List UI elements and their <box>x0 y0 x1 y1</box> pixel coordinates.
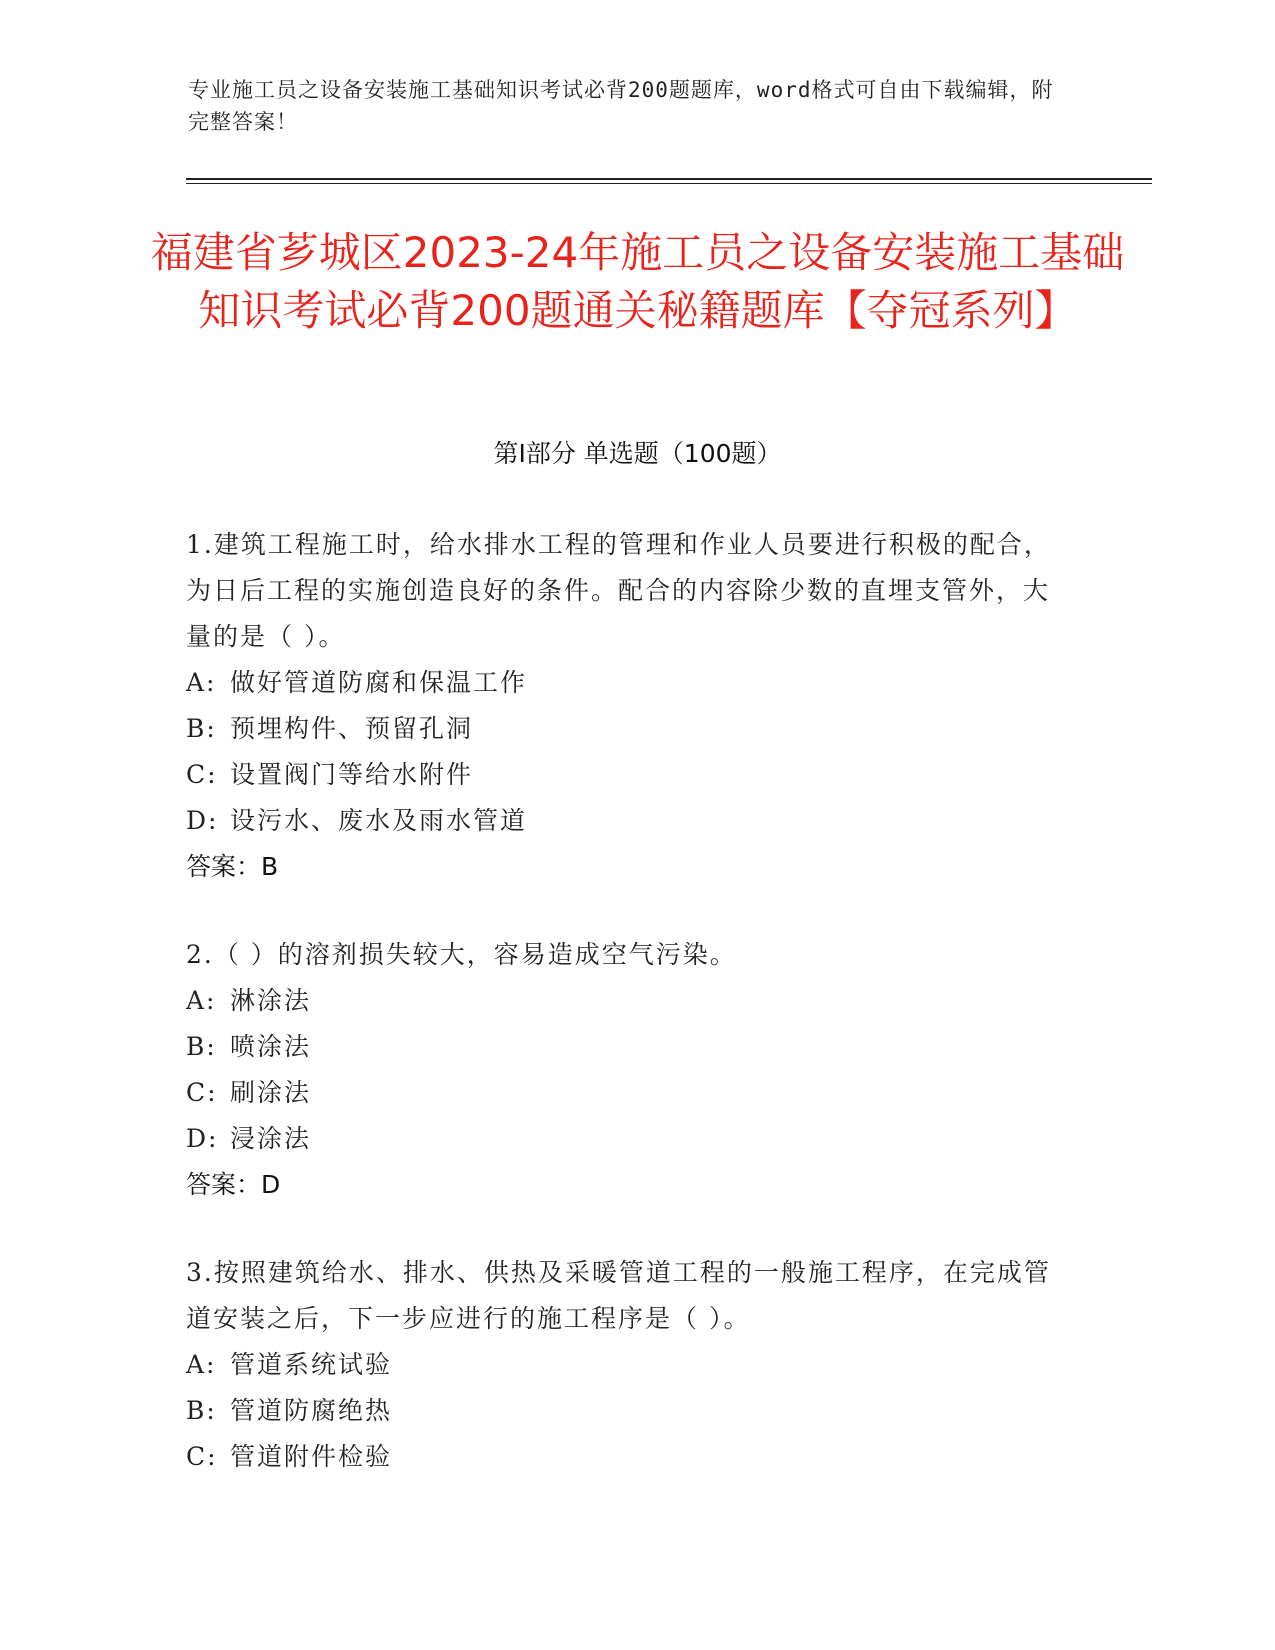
option-text: 设置阀门等给水附件 <box>230 760 474 789</box>
question-stem: 1.建筑工程施工时，给水排水工程的管理和作业人员要进行积极的配合，为日后工程的实施创造良好的条件。配合的内容除少数的直埋支管外，大量的是（ ）。 <box>186 530 1051 651</box>
header-note: 专业施工员之设备安装施工基础知识考试必背200题题库，word格式可自由下载编辑，附完整答案！ <box>188 78 1054 134</box>
option-letter: C: <box>186 1442 218 1471</box>
option-letter: B: <box>186 714 217 743</box>
option-text: 管道附件检验 <box>230 1442 393 1471</box>
option-c <box>186 752 1066 798</box>
option-letter: D: <box>186 1124 219 1153</box>
option-letter: B: <box>186 1396 217 1425</box>
option-letter: A: <box>186 1350 217 1379</box>
option-c <box>186 1070 1066 1116</box>
answer-line: 答案：D <box>186 1170 281 1199</box>
option-a <box>186 978 1066 1024</box>
option-text: 刷涂法 <box>230 1078 312 1107</box>
option-letter: A: <box>186 668 217 697</box>
header-divider-thick <box>186 178 1152 180</box>
option-b <box>186 1388 1066 1434</box>
section-heading: 第I部分 单选题（100题） <box>493 439 782 468</box>
question-3 <box>186 1250 1066 1480</box>
question-stem: 3.按照建筑给水、排水、供热及采暖管道工程的一般施工程序，在完成管道安装之后，下一步应进行的施工程序是（ ）。 <box>186 1258 1051 1333</box>
question-stem: 2.（ ）的溶剂损失较大，容易造成空气污染。 <box>186 940 737 969</box>
option-text: 浸涂法 <box>230 1124 312 1153</box>
option-a <box>186 660 1066 706</box>
header-divider-thin <box>186 183 1152 184</box>
option-letter: D: <box>186 806 219 835</box>
option-d <box>186 798 1066 844</box>
option-c <box>186 1434 1066 1480</box>
option-d <box>186 1116 1066 1162</box>
option-text: 淋涂法 <box>230 986 312 1015</box>
option-text: 做好管道防腐和保温工作 <box>230 668 528 697</box>
question-2 <box>186 932 1066 1208</box>
option-text: 管道防腐绝热 <box>230 1396 393 1425</box>
option-a <box>186 1342 1066 1388</box>
document-title: 福建省芗城区2023-24年施工员之设备安装施工基础知识考试必背200题通关秘籍题库【夺冠系列】 <box>150 228 1125 335</box>
option-letter: C: <box>186 1078 218 1107</box>
option-letter: B: <box>186 1032 217 1061</box>
option-letter: C: <box>186 760 218 789</box>
option-text: 喷涂法 <box>230 1032 312 1061</box>
option-b <box>186 706 1066 752</box>
answer-line: 答案：B <box>186 852 279 881</box>
option-text: 管道系统试验 <box>230 1350 393 1379</box>
question-1 <box>186 522 1066 890</box>
option-text: 设污水、废水及雨水管道 <box>230 806 528 835</box>
option-b <box>186 1024 1066 1070</box>
option-letter: A: <box>186 986 217 1015</box>
option-text: 预埋构件、预留孔洞 <box>230 714 474 743</box>
